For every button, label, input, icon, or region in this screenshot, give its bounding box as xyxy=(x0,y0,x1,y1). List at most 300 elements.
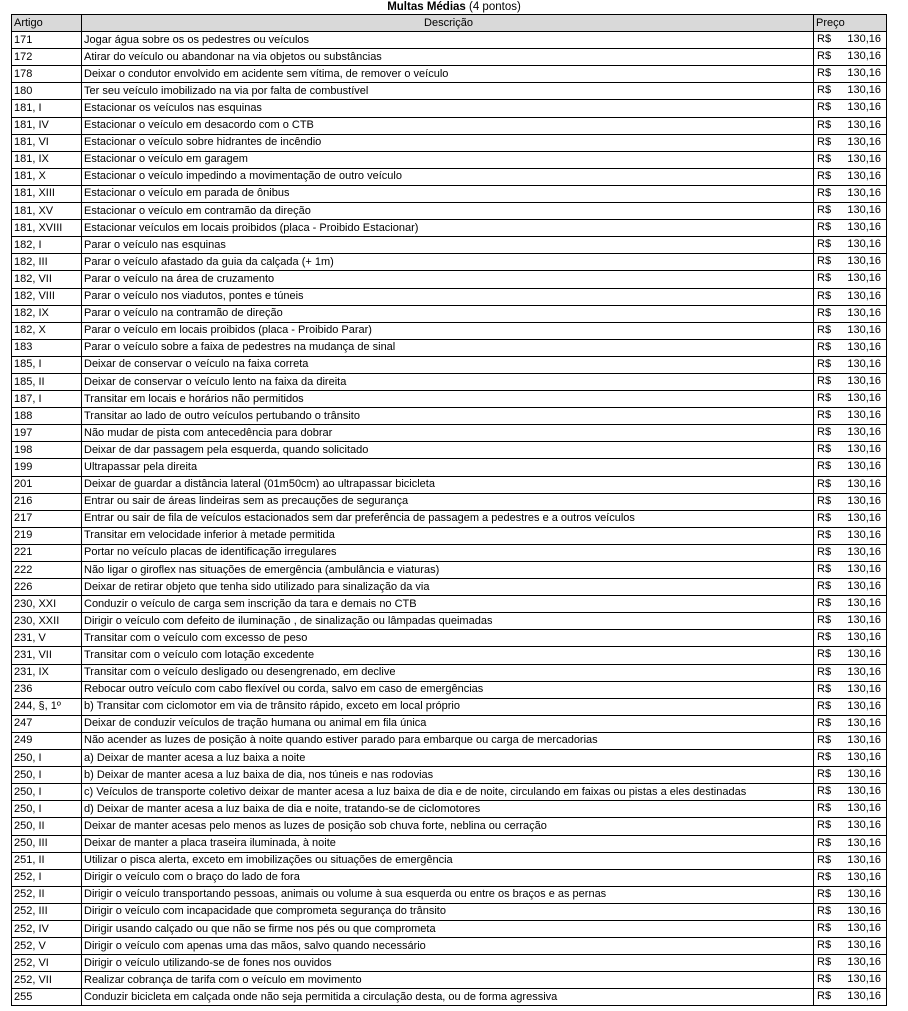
preco-cell xyxy=(814,168,887,185)
artigo-cell: 236 xyxy=(12,681,82,698)
price-value: 130,16 xyxy=(847,699,881,712)
table-row xyxy=(12,613,887,630)
artigo-cell: 183 xyxy=(12,339,82,356)
artigo-cell: 252, VII xyxy=(12,972,82,989)
artigo-cell: 247 xyxy=(12,715,82,732)
currency-symbol: R$ xyxy=(817,409,832,422)
descricao-cell: Deixar o condutor envolvido em acidente sem vítima, de remover o veículo xyxy=(82,66,814,83)
artigo-cell: 252, II xyxy=(12,886,82,903)
currency-symbol: R$ xyxy=(817,511,832,524)
table-row xyxy=(12,647,887,664)
currency-symbol: R$ xyxy=(817,289,832,302)
table-row xyxy=(12,579,887,596)
currency-symbol: R$ xyxy=(817,443,832,456)
artigo-cell: 181, I xyxy=(12,100,82,117)
title-points: (4 pontos) xyxy=(469,1,521,13)
price-value: 130,16 xyxy=(847,785,881,798)
fines-table xyxy=(11,14,887,1006)
artigo-cell: 216 xyxy=(12,493,82,510)
table-row xyxy=(12,903,887,920)
table-row xyxy=(12,493,887,510)
artigo-cell: 219 xyxy=(12,527,82,544)
table-row xyxy=(12,562,887,579)
descricao-cell: Ultrapassar pela direita xyxy=(82,459,814,476)
descricao-cell: Estacionar o veículo em garagem xyxy=(82,151,814,168)
currency-symbol: R$ xyxy=(817,819,832,832)
preco-cell xyxy=(814,544,887,561)
preco-cell xyxy=(814,750,887,767)
artigo-cell: 231, IX xyxy=(12,664,82,681)
artigo-cell: 181, IX xyxy=(12,151,82,168)
preco-cell xyxy=(814,579,887,596)
currency-symbol: R$ xyxy=(817,255,832,268)
artigo-cell: 171 xyxy=(12,32,82,49)
artigo-cell: 250, I xyxy=(12,801,82,818)
preco-cell xyxy=(814,613,887,630)
descricao-cell: Dirigir o veículo transportando pessoas, animais ou volume à sua esquerda ou entre os braços e as pernas xyxy=(82,886,814,903)
preco-cell xyxy=(814,955,887,972)
descricao-cell: Parar o veículo nos viadutos, pontes e túneis xyxy=(82,288,814,305)
descricao-cell: Deixar de dar passagem pela esquerda, quando solicitado xyxy=(82,442,814,459)
table-row xyxy=(12,698,887,715)
price-value: 130,16 xyxy=(847,631,881,644)
table-row xyxy=(12,442,887,459)
preco-cell xyxy=(814,237,887,254)
table-row xyxy=(12,715,887,732)
artigo-cell: 244, §, 1º xyxy=(12,698,82,715)
table-row xyxy=(12,134,887,151)
artigo-cell: 217 xyxy=(12,510,82,527)
table-row xyxy=(12,886,887,903)
price-value: 130,16 xyxy=(847,802,881,815)
preco-cell xyxy=(814,322,887,339)
table-row xyxy=(12,527,887,544)
header-descricao: Descrição xyxy=(82,15,814,32)
currency-symbol: R$ xyxy=(817,631,832,644)
currency-symbol: R$ xyxy=(817,306,832,319)
descricao-cell: Estacionar o veículo em contramão da direção xyxy=(82,203,814,220)
preco-cell xyxy=(814,886,887,903)
currency-symbol: R$ xyxy=(817,768,832,781)
currency-symbol: R$ xyxy=(817,973,832,986)
preco-cell xyxy=(814,972,887,989)
artigo-cell: 198 xyxy=(12,442,82,459)
artigo-cell: 181, VI xyxy=(12,134,82,151)
price-value: 130,16 xyxy=(847,118,881,131)
table-row xyxy=(12,391,887,408)
preco-cell xyxy=(814,493,887,510)
preco-cell xyxy=(814,185,887,202)
price-value: 130,16 xyxy=(847,426,881,439)
currency-symbol: R$ xyxy=(817,990,832,1003)
table-row xyxy=(12,852,887,869)
table-row xyxy=(12,835,887,852)
currency-symbol: R$ xyxy=(817,50,832,63)
descricao-cell: c) Veículos de transporte coletivo deixar de manter acesa a luz baixa de dia e de noite, circulando em faixas ou pistas a eles destinadas xyxy=(82,784,814,801)
artigo-cell: 231, VII xyxy=(12,647,82,664)
price-value: 130,16 xyxy=(847,84,881,97)
price-value: 130,16 xyxy=(847,443,881,456)
preco-cell xyxy=(814,903,887,920)
price-value: 130,16 xyxy=(847,904,881,917)
descricao-cell: Jogar água sobre os os pedestres ou veículos xyxy=(82,32,814,49)
preco-cell xyxy=(814,254,887,271)
preco-cell xyxy=(814,356,887,373)
descricao-cell: Não mudar de pista com antecedência para dobrar xyxy=(82,425,814,442)
price-value: 130,16 xyxy=(847,921,881,934)
table-row xyxy=(12,510,887,527)
artigo-cell: 178 xyxy=(12,66,82,83)
price-value: 130,16 xyxy=(847,392,881,405)
descricao-cell: b) Transitar com ciclomotor em via de trânsito rápido, exceto em local próprio xyxy=(82,698,814,715)
price-value: 130,16 xyxy=(847,990,881,1003)
descricao-cell: Parar o veículo na área de cruzamento xyxy=(82,271,814,288)
descricao-cell: Parar o veículo sobre a faixa de pedestres na mudança de sinal xyxy=(82,339,814,356)
preco-cell xyxy=(814,818,887,835)
currency-symbol: R$ xyxy=(817,716,832,729)
currency-symbol: R$ xyxy=(817,323,832,336)
preco-cell xyxy=(814,100,887,117)
descricao-cell: Parar o veículo nas esquinas xyxy=(82,237,814,254)
currency-symbol: R$ xyxy=(817,84,832,97)
preco-cell xyxy=(814,49,887,66)
currency-symbol: R$ xyxy=(817,118,832,131)
artigo-cell: 255 xyxy=(12,989,82,1006)
table-row xyxy=(12,408,887,425)
currency-symbol: R$ xyxy=(817,939,832,952)
descricao-cell: Estacionar o veículo em desacordo com o CTB xyxy=(82,117,814,134)
preco-cell xyxy=(814,681,887,698)
table-row xyxy=(12,664,887,681)
artigo-cell: 182, III xyxy=(12,254,82,271)
descricao-cell: Dirigir o veículo com o braço do lado de fora xyxy=(82,869,814,886)
price-value: 130,16 xyxy=(847,768,881,781)
preco-cell xyxy=(814,83,887,100)
preco-cell xyxy=(814,664,887,681)
preco-cell xyxy=(814,66,887,83)
price-value: 130,16 xyxy=(847,819,881,832)
preco-cell xyxy=(814,339,887,356)
table-row xyxy=(12,425,887,442)
currency-symbol: R$ xyxy=(817,33,832,46)
artigo-cell: 252, III xyxy=(12,903,82,920)
price-value: 130,16 xyxy=(847,973,881,986)
price-value: 130,16 xyxy=(847,409,881,422)
currency-symbol: R$ xyxy=(817,238,832,251)
currency-symbol: R$ xyxy=(817,460,832,473)
currency-symbol: R$ xyxy=(817,340,832,353)
table-row xyxy=(12,168,887,185)
preco-cell xyxy=(814,373,887,390)
preco-cell xyxy=(814,801,887,818)
currency-symbol: R$ xyxy=(817,272,832,285)
artigo-cell: 185, I xyxy=(12,356,82,373)
preco-cell xyxy=(814,476,887,493)
table-row xyxy=(12,681,887,698)
price-value: 130,16 xyxy=(847,169,881,182)
table-row xyxy=(12,237,887,254)
price-value: 130,16 xyxy=(847,306,881,319)
currency-symbol: R$ xyxy=(817,357,832,370)
descricao-cell: Dirigir o veículo com incapacidade que comprometa segurança do trânsito xyxy=(82,903,814,920)
descricao-cell: Entrar ou sair de áreas lindeiras sem as precauções de segurança xyxy=(82,493,814,510)
preco-cell xyxy=(814,271,887,288)
artigo-cell: 252, I xyxy=(12,869,82,886)
descricao-cell: Deixar de manter a placa traseira iluminada, à noite xyxy=(82,835,814,852)
currency-symbol: R$ xyxy=(817,528,832,541)
price-value: 130,16 xyxy=(847,101,881,114)
currency-symbol: R$ xyxy=(817,169,832,182)
table-row xyxy=(12,66,887,83)
currency-symbol: R$ xyxy=(817,751,832,764)
price-value: 130,16 xyxy=(847,135,881,148)
currency-symbol: R$ xyxy=(817,904,832,917)
descricao-cell: Deixar de manter acesas pelo menos as luzes de posição sob chuva forte, neblina ou cerração xyxy=(82,818,814,835)
price-value: 130,16 xyxy=(847,580,881,593)
currency-symbol: R$ xyxy=(817,597,832,610)
artigo-cell: 231, V xyxy=(12,630,82,647)
table-row xyxy=(12,596,887,613)
preco-cell xyxy=(814,784,887,801)
descricao-cell: Transitar em velocidade inferior à metade permitida xyxy=(82,527,814,544)
table-row xyxy=(12,83,887,100)
descricao-cell: a) Deixar de manter acesa a luz baixa a noite xyxy=(82,750,814,767)
price-value: 130,16 xyxy=(847,870,881,883)
price-value: 130,16 xyxy=(847,956,881,969)
table-row xyxy=(12,254,887,271)
preco-cell xyxy=(814,117,887,134)
descricao-cell: Ter seu veículo imobilizado na via por falta de combustível xyxy=(82,83,814,100)
descricao-cell: Portar no veículo placas de identificação irregulares xyxy=(82,544,814,561)
artigo-cell: 250, II xyxy=(12,818,82,835)
preco-cell xyxy=(814,835,887,852)
preco-cell xyxy=(814,767,887,784)
price-value: 130,16 xyxy=(847,238,881,251)
descricao-cell: Dirigir o veículo com apenas uma das mãos, salvo quando necessário xyxy=(82,938,814,955)
descricao-cell: Estacionar o veículo sobre hidrantes de incêndio xyxy=(82,134,814,151)
artigo-cell: 182, VII xyxy=(12,271,82,288)
artigo-cell: 197 xyxy=(12,425,82,442)
table-row xyxy=(12,972,887,989)
table-row xyxy=(12,100,887,117)
currency-symbol: R$ xyxy=(817,836,832,849)
descricao-cell: Estacionar veículos em locais proibidos (placa - Proibido Estacionar) xyxy=(82,220,814,237)
currency-symbol: R$ xyxy=(817,665,832,678)
preco-cell xyxy=(814,305,887,322)
price-value: 130,16 xyxy=(847,648,881,661)
header-artigo: Artigo xyxy=(12,15,82,32)
price-value: 130,16 xyxy=(847,477,881,490)
currency-symbol: R$ xyxy=(817,494,832,507)
currency-symbol: R$ xyxy=(817,392,832,405)
table-row xyxy=(12,801,887,818)
currency-symbol: R$ xyxy=(817,563,832,575)
artigo-cell: 199 xyxy=(12,459,82,476)
price-value: 130,16 xyxy=(847,733,881,746)
artigo-cell: 250, I xyxy=(12,750,82,767)
artigo-cell: 230, XXI xyxy=(12,596,82,613)
artigo-cell: 252, V xyxy=(12,938,82,955)
price-value: 130,16 xyxy=(847,340,881,353)
currency-symbol: R$ xyxy=(817,853,832,866)
artigo-cell: 230, XXII xyxy=(12,613,82,630)
preco-cell xyxy=(814,391,887,408)
table-row xyxy=(12,322,887,339)
currency-symbol: R$ xyxy=(817,374,832,387)
table-header-row xyxy=(12,15,887,32)
currency-symbol: R$ xyxy=(817,135,832,148)
artigo-cell: 181, XIII xyxy=(12,185,82,202)
price-value: 130,16 xyxy=(847,221,881,234)
currency-symbol: R$ xyxy=(817,956,832,969)
descricao-cell: Deixar de conduzir veículos de tração humana ou animal em fila única xyxy=(82,715,814,732)
artigo-cell: 226 xyxy=(12,579,82,596)
preco-cell xyxy=(814,732,887,749)
price-value: 130,16 xyxy=(847,357,881,370)
preco-cell xyxy=(814,220,887,237)
descricao-cell: Deixar de retirar objeto que tenha sido utilizado para sinalização da via xyxy=(82,579,814,596)
artigo-cell: 187, I xyxy=(12,391,82,408)
currency-symbol: R$ xyxy=(817,186,832,199)
artigo-cell: 172 xyxy=(12,49,82,66)
descricao-cell: Não ligar o giroflex nas situações de emergência (ambulância e viaturas) xyxy=(82,562,814,579)
descricao-cell: Deixar de conservar o veículo lento na faixa da direita xyxy=(82,373,814,390)
descricao-cell: Deixar de conservar o veículo na faixa correta xyxy=(82,356,814,373)
price-value: 130,16 xyxy=(847,204,881,217)
table-row xyxy=(12,305,887,322)
table-row xyxy=(12,151,887,168)
price-value: 130,16 xyxy=(847,716,881,729)
table-row xyxy=(12,271,887,288)
preco-cell xyxy=(814,852,887,869)
descricao-cell: Não acender as luzes de posição à noite quando estiver parado para embarque ou carga de mercadorias xyxy=(82,732,814,749)
table-row xyxy=(12,938,887,955)
preco-cell xyxy=(814,715,887,732)
descricao-cell: Conduzir bicicleta em calçada onde não seja permitida a circulação desta, ou de forma agressiva xyxy=(82,989,814,1006)
artigo-cell: 250, I xyxy=(12,767,82,784)
table-row xyxy=(12,989,887,1006)
table-row xyxy=(12,630,887,647)
table-body xyxy=(12,32,887,1006)
table-row xyxy=(12,767,887,784)
currency-symbol: R$ xyxy=(817,221,832,234)
price-value: 130,16 xyxy=(847,460,881,473)
artigo-cell: 185, II xyxy=(12,373,82,390)
preco-cell xyxy=(814,698,887,715)
currency-symbol: R$ xyxy=(817,870,832,883)
artigo-cell: 181, XV xyxy=(12,203,82,220)
preco-cell xyxy=(814,920,887,937)
price-value: 130,16 xyxy=(847,614,881,627)
descricao-cell: Realizar cobrança de tarifa com o veículo em movimento xyxy=(82,972,814,989)
descricao-cell: Transitar com o veículo com excesso de peso xyxy=(82,630,814,647)
price-value: 130,16 xyxy=(847,939,881,952)
artigo-cell: 182, I xyxy=(12,237,82,254)
descricao-cell: Dirigir o veículo utilizando-se de fones nos ouvidos xyxy=(82,955,814,972)
price-value: 130,16 xyxy=(847,152,881,165)
preco-cell xyxy=(814,647,887,664)
artigo-cell: 188 xyxy=(12,408,82,425)
artigo-cell: 222 xyxy=(12,562,82,579)
price-value: 130,16 xyxy=(847,545,881,558)
currency-symbol: R$ xyxy=(817,580,832,593)
artigo-cell: 182, IX xyxy=(12,305,82,322)
price-value: 130,16 xyxy=(847,33,881,46)
artigo-cell: 250, III xyxy=(12,835,82,852)
table-row xyxy=(12,32,887,49)
table-row xyxy=(12,476,887,493)
currency-symbol: R$ xyxy=(817,477,832,490)
preco-cell xyxy=(814,408,887,425)
descricao-cell: d) Deixar de manter acesa a luz baixa de dia e noite, tratando-se de ciclomotores xyxy=(82,801,814,818)
table-row xyxy=(12,459,887,476)
descricao-cell: Parar o veículo na contramão de direção xyxy=(82,305,814,322)
artigo-cell: 182, X xyxy=(12,322,82,339)
currency-symbol: R$ xyxy=(817,648,832,661)
price-value: 130,16 xyxy=(847,563,881,575)
preco-cell xyxy=(814,562,887,579)
table-row xyxy=(12,955,887,972)
currency-symbol: R$ xyxy=(817,921,832,934)
currency-symbol: R$ xyxy=(817,545,832,558)
table-row xyxy=(12,818,887,835)
currency-symbol: R$ xyxy=(817,426,832,439)
price-value: 130,16 xyxy=(847,494,881,507)
descricao-cell: Entrar ou sair de fila de veículos estacionados sem dar preferência de passagem a pedestres e a outros veículos xyxy=(82,510,814,527)
preco-cell xyxy=(814,32,887,49)
currency-symbol: R$ xyxy=(817,785,832,798)
header-preco: Preço xyxy=(814,15,887,32)
currency-symbol: R$ xyxy=(817,699,832,712)
table-row xyxy=(12,339,887,356)
currency-symbol: R$ xyxy=(817,101,832,114)
artigo-cell: 252, IV xyxy=(12,920,82,937)
descricao-cell: Transitar com o veículo desligado ou desengrenado, em declive xyxy=(82,664,814,681)
artigo-cell: 182, VIII xyxy=(12,288,82,305)
price-value: 130,16 xyxy=(847,682,881,695)
descricao-cell: Conduzir o veículo de carga sem inscrição da tara e demais no CTB xyxy=(82,596,814,613)
page-title xyxy=(0,0,908,14)
preco-cell xyxy=(814,510,887,527)
artigo-cell: 250, I xyxy=(12,784,82,801)
descricao-cell: Transitar ao lado de outro veículos pertubando o trânsito xyxy=(82,408,814,425)
descricao-cell: Transitar em locais e horários não permitidos xyxy=(82,391,814,408)
artigo-cell: 180 xyxy=(12,83,82,100)
descricao-cell: Dirigir usando calçado ou que não se firme nos pés ou que comprometa xyxy=(82,920,814,937)
preco-cell xyxy=(814,630,887,647)
artigo-cell: 181, XVIII xyxy=(12,220,82,237)
title-bold: Multas Médias xyxy=(387,1,466,13)
descricao-cell: Parar o veículo em locais proibidos (placa - Proibido Parar) xyxy=(82,322,814,339)
currency-symbol: R$ xyxy=(817,204,832,217)
table-row xyxy=(12,220,887,237)
currency-symbol: R$ xyxy=(817,887,832,900)
table-row xyxy=(12,750,887,767)
table-row xyxy=(12,288,887,305)
artigo-cell: 221 xyxy=(12,544,82,561)
table-row xyxy=(12,869,887,886)
price-value: 130,16 xyxy=(847,289,881,302)
table-row xyxy=(12,920,887,937)
descricao-cell: b) Deixar de manter acesa a luz baixa de dia, nos túneis e nas rodovias xyxy=(82,767,814,784)
table-row xyxy=(12,544,887,561)
currency-symbol: R$ xyxy=(817,682,832,695)
descricao-cell: Dirigir o veículo com defeito de iluminação , de sinalização ou lâmpadas queimadas xyxy=(82,613,814,630)
currency-symbol: R$ xyxy=(817,614,832,627)
price-value: 130,16 xyxy=(847,528,881,541)
preco-cell xyxy=(814,134,887,151)
descricao-cell: Utilizar o pisca alerta, exceto em imobilizações ou situações de emergência xyxy=(82,852,814,869)
